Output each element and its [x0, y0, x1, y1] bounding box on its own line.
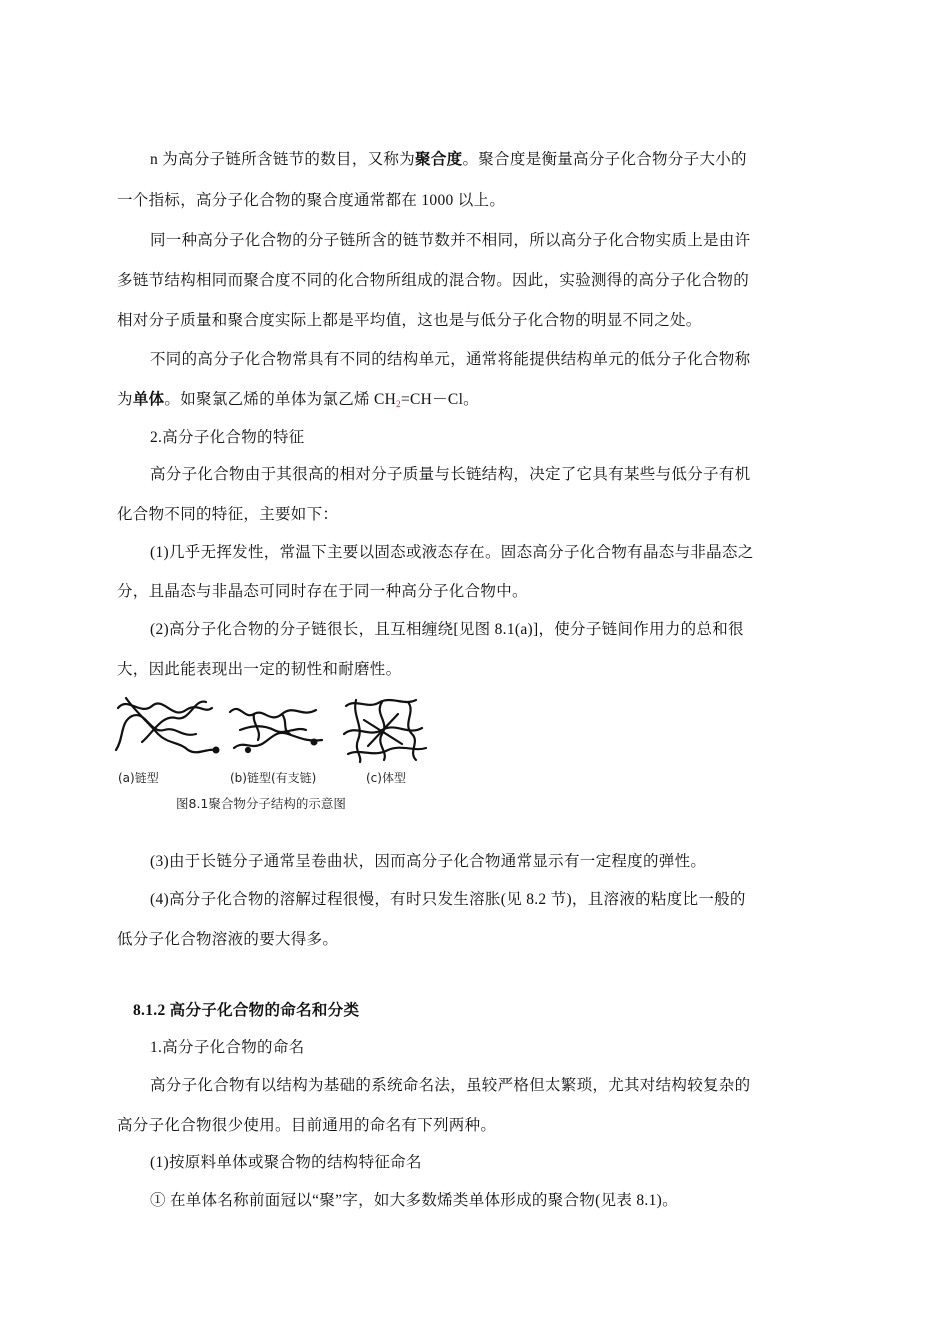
paragraph-line: n 为高分子链所含链节的数目，又称为聚合度。聚合度是衡量高分子化合物分子大小的	[150, 151, 747, 168]
paragraph-line: 多链节结构相同而聚合度不同的化合物所组成的混合物。因此，实验测得的高分子化合物的	[117, 272, 750, 289]
list-item-line: (3)由于长链分子通常呈卷曲状，因而高分子化合物通常显示有一定程度的弹性。	[150, 853, 707, 870]
paragraph-line: 为单体。如聚氯乙烯的单体为氯乙烯 $CH_2=CH-Cl$。	[117, 391, 479, 409]
list-item-line: (4)高分子化合物的溶解过程很慢，有时只发生溶胀(见 8.2 节)，且溶液的粘度比一般的	[150, 891, 746, 908]
figure-label-c: (c)体型	[366, 771, 406, 785]
paragraph-line: 高分子化合物由于其很高的相对分子质量与长链结构，决定了它具有某些与低分子有机	[150, 466, 751, 483]
paragraph-line: 一个指标，高分子化合物的聚合度通常都在 1000 以上。	[117, 192, 506, 209]
paragraph-line: 高分子化合物很少使用。目前通用的命名有下列两种。	[117, 1117, 497, 1134]
list-item-line: (1)几乎无挥发性，常温下主要以固态或液态存在。固态高分子化合物有晶态与非晶态之	[150, 544, 754, 561]
section-subtitle: 1.高分子化合物的命名	[150, 1039, 305, 1056]
subscript: 2	[396, 399, 401, 409]
list-item-line: 大，因此能表现出一定的韧性和耐磨性。	[117, 661, 402, 678]
section-heading: 8.1.2 高分子化合物的命名和分类	[133, 1002, 360, 1019]
paragraph-line: 相对分子质量和聚合度实际上都是平均值，这也是与低分子化合物的明显不同之处。	[117, 312, 702, 329]
list-item-line: ① 在单体名称前面冠以“聚”字，如大多数烯类单体形成的聚合物(见表 8.1)。	[150, 1192, 678, 1209]
figure-label-a: (a)链型	[118, 771, 159, 785]
chain-diagram-c	[344, 700, 426, 762]
chain-diagram-b	[230, 709, 322, 752]
list-item-line: 低分子化合物溶液的要大得多。	[117, 931, 339, 948]
figure-label-b: (b)链型(有支链)	[230, 771, 317, 785]
chain-diagram-a	[116, 698, 218, 752]
paragraph-line: 不同的高分子化合物常具有不同的结构单元，通常将能提供结构单元的低分子化合物称	[150, 351, 751, 368]
section-subtitle: 2.高分子化合物的特征	[150, 429, 305, 446]
term-degree-of-polymerization: 聚合度	[415, 151, 463, 168]
paragraph-line: 化合物不同的特征，主要如下：	[117, 506, 339, 523]
term-monomer: 单体	[132, 391, 165, 408]
polymer-structure-figure	[112, 690, 432, 820]
paragraph-line: 同一种高分子化合物的分子链所含的链节数并不相同，所以高分子化合物实质上是由许	[150, 232, 751, 249]
paragraph-line: 高分子化合物有以结构为基础的系统命名法，虽较严格但太繁琐，尤其对结构较复杂的	[150, 1077, 751, 1094]
list-item-line: (2)高分子化合物的分子链很长，且互相缠绕[见图 8.1(a)]，使分子链间作用力的总和很	[150, 621, 744, 638]
list-item-line: 分，且晶态与非晶态可同时存在于同一种高分子化合物中。	[117, 583, 528, 600]
figure-caption: 图8.1聚合物分子结构的示意图	[176, 796, 346, 811]
list-item-line: (1)按原料单体或聚合物的结构特征命名	[150, 1154, 422, 1171]
